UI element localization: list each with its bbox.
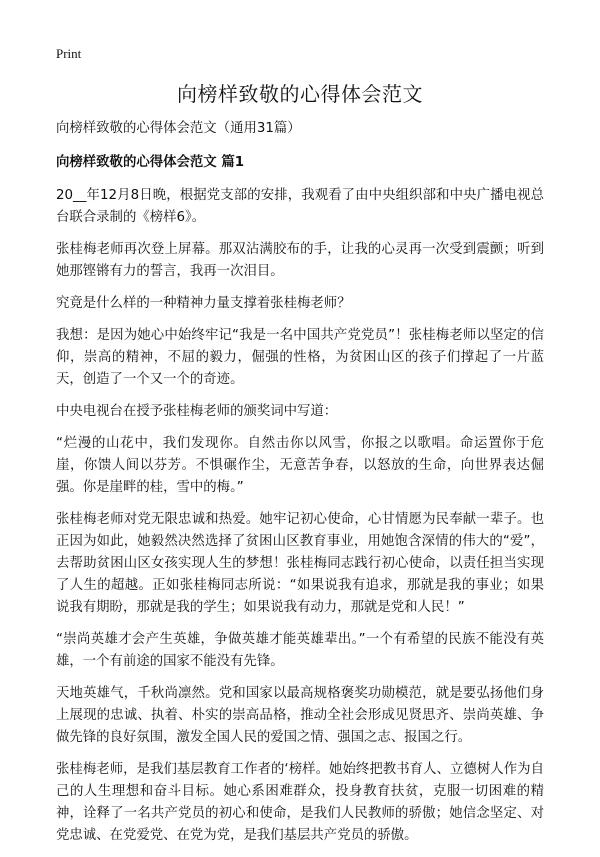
section-heading: 向榜样致敬的心得体会范文 篇1	[56, 155, 245, 170]
paragraph: 张桂梅老师对党无限忠诚和热爱。她牢记初心使命，心甘情愿为民奉献一辈子。也正因为如此，她毅然决然选择了贫困山区教育事业，用她饱含深情的伟大的“爱”，去帮助贫困山区女孩实现人生的梦想！张桂梅同志践行初心使命，以责任担当实现了人生的超越。正如张桂梅同志所说：“如果说我有追求，那就是我的事业；如果说我有期盼，那就是我的学生；如果说我有动力，那就是党和人民！”	[56, 512, 544, 615]
paragraph: 中央电视台在授予张桂梅老师的颁奖词中写道：	[56, 404, 338, 419]
paragraph: 张桂梅老师，是我们基层教育工作者的‘榜样。她始终把教书育人、立德树人作为自己的人生理想和奋斗目标。她心系困难群众，投身教育扶贫，克服一切困难的精神，诠释了一名共产党员的初心和使命，是我们人民教师的骄傲；她信念坚定、对党忠诚、在党爱党、在党为党，是我们基层共产党员的骄傲。	[56, 762, 544, 843]
print-link[interactable]: Print	[56, 46, 82, 61]
paragraph: 我想：是因为她心中始终牢记“我是一名中国共产党党员”！张桂梅老师以坚定的信仰，崇高的精神，不屈的毅力，倔强的性格，为贫困山区的孩子们撑起了一片蓝天，创造了一个又一个的奇迹。	[56, 328, 544, 387]
document-body	[56, 118, 544, 857]
page-title: 向榜样致敬的心得体会范文	[177, 82, 423, 106]
paragraph: 究竟是什么样的一种精神力量支撑着张桂梅老师？	[56, 296, 351, 311]
paragraph: “崇尚英雄才会产生英雄，争做英雄才能英雄辈出。”一个有希望的民族不能没有英雄，一个有前途的国家不能没有先锋。	[56, 632, 544, 669]
paragraph: “烂漫的山花中，我们发现你。自然击你以风雪，你报之以歌唱。命运置你于危崖，你馈人间以芬芳。不惧碾作尘，无意苦争春，以怒放的生命，向世界表达倔强。你是崖畔的桂，雪中的梅。”	[56, 436, 544, 495]
paragraph: 20__年12月8日晚，根据党支部的安排，我观看了由中央组织部和中央广播电视总台联合录制的《榜样6》。	[56, 188, 544, 225]
paragraph: 天地英雄气，千秋尚凛然。党和国家以最高规格褒奖功勋模范，就是要弘扬他们身上展现的忠诚、执着、朴实的崇高品格，推动全社会形成见贤思齐、崇尚英雄、争做先锋的良好氛围，激发全国人民的爱国之情、强国之志、报国之行。	[56, 686, 544, 745]
paragraph: 张桂梅老师再次登上屏幕。那双沾满胶布的手，让我的心灵再一次受到震颤；听到她那铿锵有力的誓言，我再一次泪目。	[56, 242, 544, 279]
document-subtitle: 向榜样致敬的心得体会范文（通用31篇）	[56, 121, 301, 136]
